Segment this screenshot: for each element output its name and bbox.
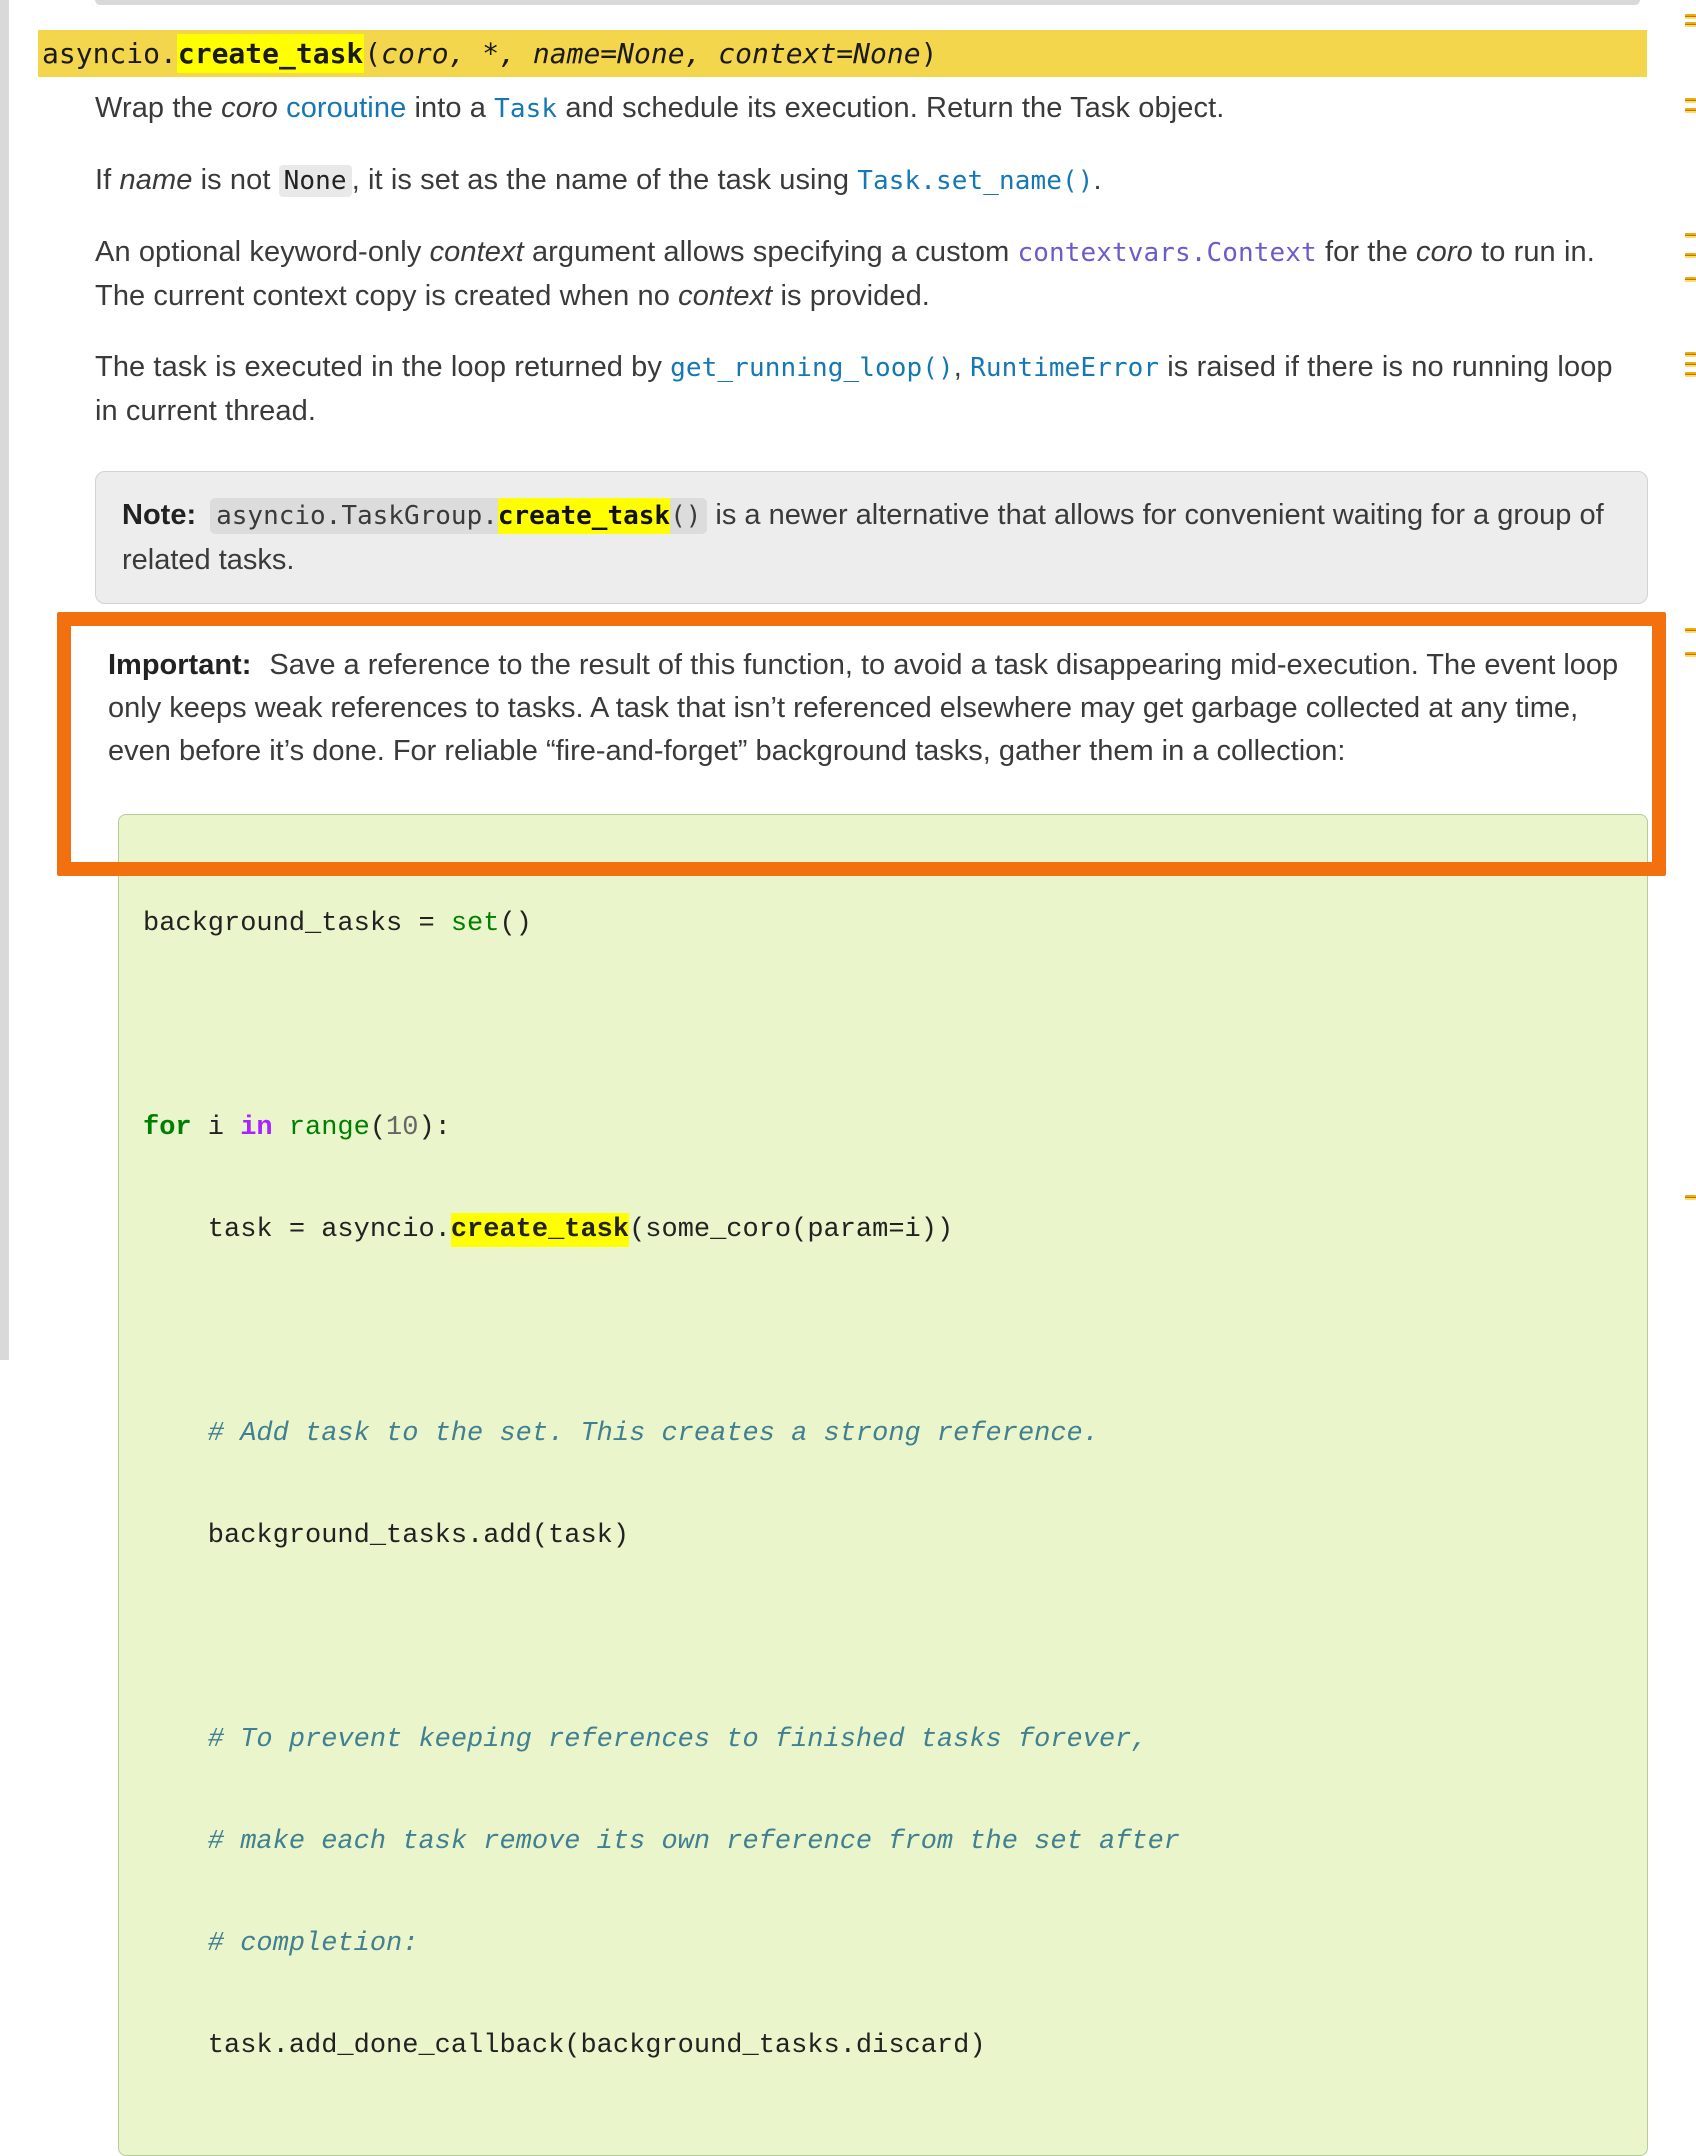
text: and schedule its execution. Return the Task object. (557, 92, 1225, 124)
code-line-blank (143, 1621, 1647, 1655)
code-number: 10 (386, 1113, 419, 1143)
find-match-marker (1685, 352, 1696, 357)
code-comment: # To prevent keeping references to finished tasks forever, (143, 1725, 1148, 1755)
code-text: task = asyncio. (143, 1215, 451, 1245)
text: to run in. The current context copy is created when no (95, 236, 1595, 312)
code-text: i (191, 1113, 241, 1143)
note-code-suffix: () (670, 501, 702, 531)
param-context: context (429, 236, 524, 268)
code-line (143, 907, 1647, 941)
code-comment: # Add task to the set. This creates a strong reference. (143, 1419, 1099, 1449)
find-match-marker (1685, 98, 1696, 103)
code-keyword-for: for (143, 1113, 192, 1143)
code-line: task.add_done_callback(background_tasks.discard) (143, 2031, 986, 2061)
cropped-box-top-edge (95, 0, 1640, 5)
signature-open-paren: ( (364, 37, 382, 70)
contextvars-context-link[interactable]: contextvars.Context (1017, 238, 1317, 268)
text: The task is executed in the loop returned by (95, 351, 671, 383)
code-text (273, 1113, 289, 1143)
find-match-marker (1685, 628, 1696, 633)
find-match-marker (1685, 108, 1696, 113)
code-comment: # make each task remove its own reference from the set after (143, 1827, 1180, 1857)
text: , (953, 351, 971, 383)
important-text: Save a reference to the result of this function, to avoid a task disappearing mid-execution. The event loop only keeps weak references to tasks. A task that isn’t referenced elsewhere may get garbage collected at any time, even before it’s done. For reliable “fire-and-forget” background tasks, gather them in a collection: (108, 649, 1619, 767)
code-builtin-range: range (288, 1113, 370, 1143)
text: An optional keyword-only (95, 236, 430, 268)
get-running-loop-link[interactable]: get_running_loop() (670, 353, 954, 383)
code-line (143, 1213, 1647, 1247)
text: Wrap the (95, 92, 222, 124)
text: , it is set as the name of the task using (351, 164, 858, 196)
code-example-block (118, 814, 1648, 2156)
text: is not (192, 164, 279, 196)
paragraph-name-arg (95, 159, 1640, 203)
find-match-marker (1685, 233, 1696, 238)
find-match-marker (1685, 253, 1696, 258)
function-signature (38, 30, 1647, 77)
find-match-marker (1685, 1195, 1696, 1200)
task-class-link[interactable]: Task (494, 94, 558, 124)
note-label: Note: (122, 499, 197, 531)
code-text: ( (369, 1113, 387, 1143)
find-match-marker (1685, 22, 1696, 27)
code-text: background_tasks = (143, 909, 451, 939)
text: . (1093, 164, 1102, 196)
text: is raised if there is no running loop in current thread. (95, 351, 1613, 427)
important-admonition (95, 644, 1627, 773)
param-coro: coro (1416, 236, 1473, 268)
paragraph-wrap-coro (95, 87, 1640, 131)
find-match-marker (1685, 277, 1696, 282)
signature-module: asyncio. (42, 37, 177, 70)
text: into a (406, 92, 495, 124)
note-text: is a newer alternative that allows for convenient waiting for a group of related tasks. (122, 499, 1604, 576)
code-keyword-in: in (240, 1113, 273, 1143)
code-line-blank (143, 1315, 1647, 1349)
runtime-error-link[interactable]: RuntimeError (970, 353, 1160, 383)
none-inline-code: None (279, 165, 352, 197)
find-match-marker (1685, 372, 1696, 377)
paragraph-context-arg (95, 231, 1640, 318)
text: for the (1316, 236, 1417, 268)
text: argument allows specifying a custom (523, 236, 1018, 268)
left-gutter (0, 0, 9, 1360)
note-code-match-highlighted: create_task (498, 498, 670, 534)
signature-params: coro, *, name=None, context=None (381, 37, 921, 70)
signature-function-name-highlighted: create_task (177, 34, 364, 73)
find-match-marker (1685, 362, 1696, 367)
text: is provided. (772, 280, 930, 312)
code-comment: # completion: (143, 1929, 419, 1959)
code-line (143, 1111, 1647, 1145)
code-line: background_tasks.add(task) (143, 1521, 630, 1551)
code-match-highlighted: create_task (450, 1215, 630, 1245)
code-text: () (499, 909, 532, 939)
code-text: ): (418, 1113, 451, 1143)
code-line-blank (143, 1009, 1647, 1043)
text (278, 92, 286, 124)
task-set-name-link[interactable]: Task.set_name() (857, 166, 1094, 196)
param-context: context (678, 280, 773, 312)
signature-close-paren: ) (920, 37, 938, 70)
find-match-marker (1685, 652, 1696, 657)
param-name: name (119, 164, 193, 196)
text: If (95, 164, 120, 196)
find-match-marker (1685, 14, 1696, 19)
note-admonition (95, 471, 1648, 604)
important-label: Important: (108, 649, 252, 681)
code-builtin-set: set (450, 909, 500, 939)
coroutine-link[interactable]: coroutine (286, 92, 407, 124)
paragraph-loop-execution (95, 346, 1640, 433)
code-text: (some_coro(param=i)) (629, 1215, 954, 1245)
param-coro: coro (221, 92, 278, 124)
taskgroup-create-task-link[interactable] (210, 498, 707, 534)
doc-body (95, 77, 1640, 2156)
note-code-prefix: asyncio.TaskGroup. (216, 501, 498, 531)
